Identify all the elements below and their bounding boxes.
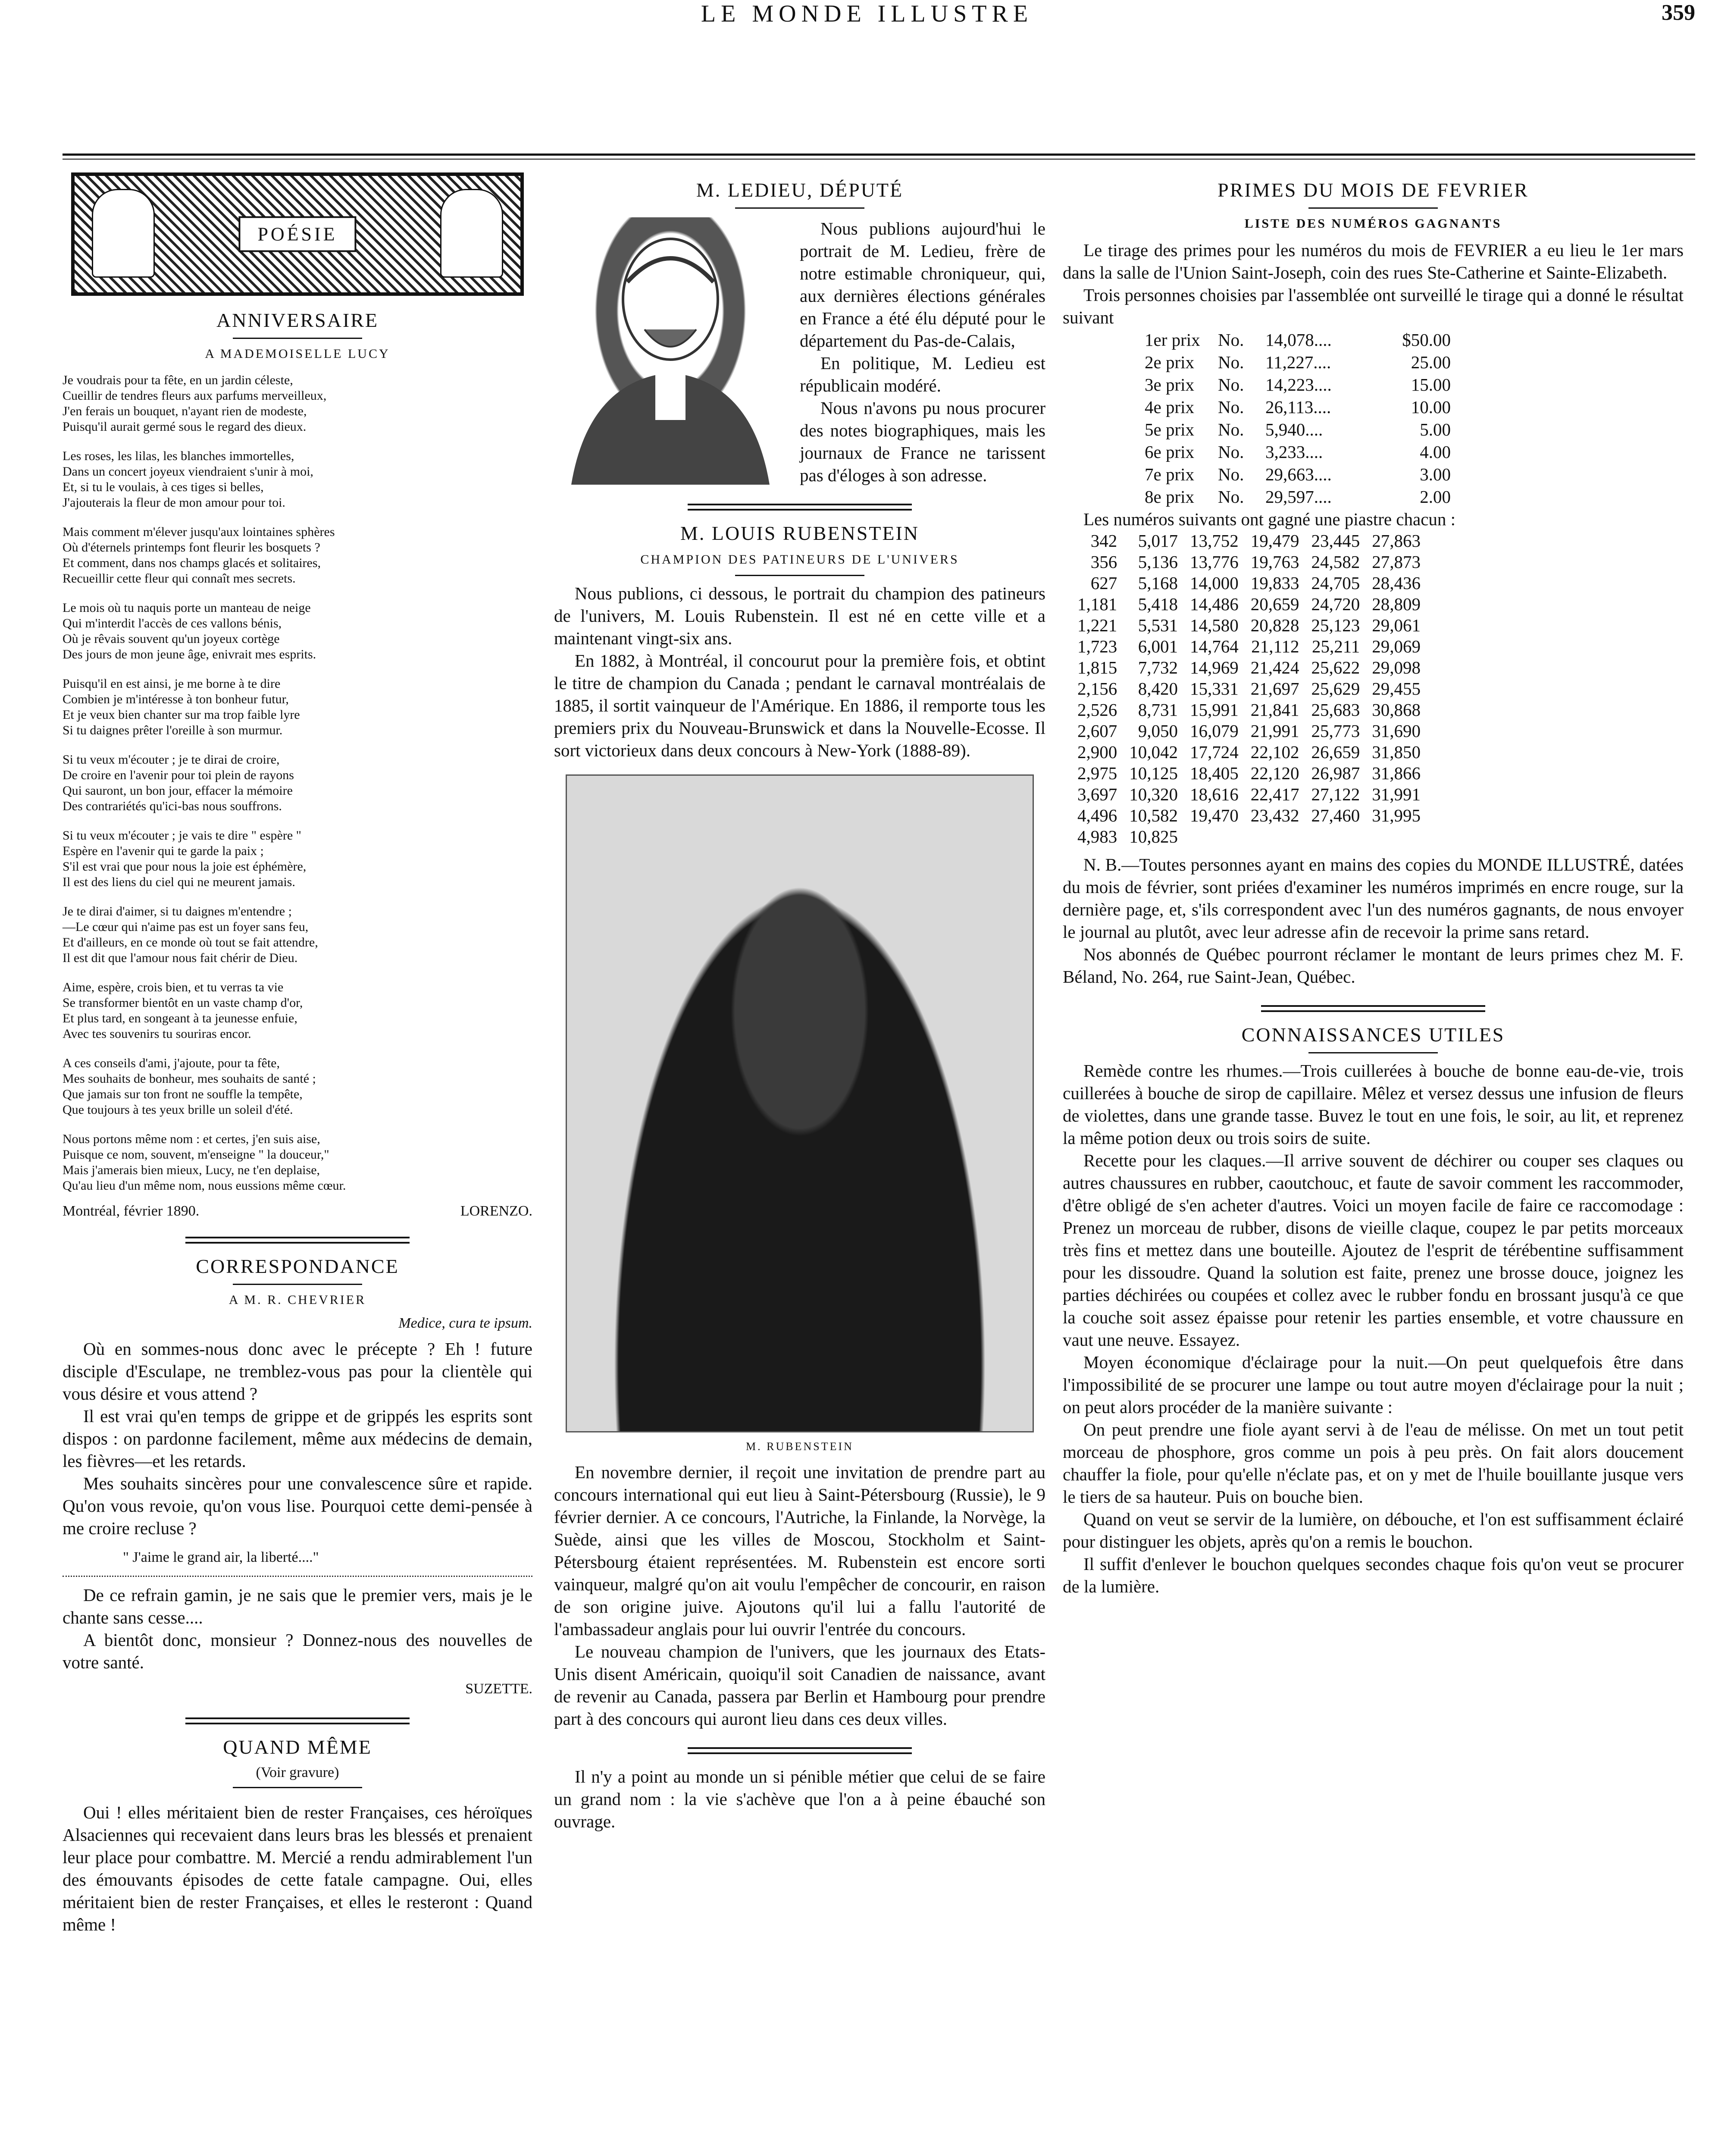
paragraph: Moyen économique d'éclairage pour la nuit.—On peut quelquefois être dans l'impossibilité de se procurer une lampe ou tout autre moyen d'éclairage pour la nuit ; on peut alors procéder de la manière suivante : <box>1063 1352 1684 1417</box>
table-cell: 1,815 <box>1077 658 1117 677</box>
corr-body <box>63 1338 532 1700</box>
table-cell: 20,828 <box>1250 615 1299 635</box>
prize-rank: 2e prix <box>1145 352 1194 372</box>
table-cell: 31,850 <box>1372 742 1421 762</box>
table-cell: 29,098 <box>1372 658 1421 677</box>
poem-line: Puisqu'il aurait germé sous le regard des dieux. <box>63 420 307 434</box>
table-cell: 14,969 <box>1190 658 1239 677</box>
corr-motto: Medice, cura te ipsum. <box>398 1315 532 1331</box>
table-cell: 8,731 <box>1138 700 1178 720</box>
stanza <box>63 448 532 511</box>
paragraph: En 1882, à Montréal, il concourut pour la première fois, et obtint le titre de champion du Canada ; pendant le carnaval montréalais de 1885, il sortit vainqueur de l'Amérique. En 1886, il remporte tous les premiers prix du Nouveau-Brunswick et dans la Nouvelle-Ecosse. Il sort victorieux dans deux concours à New-York (1888-89). <box>554 651 1045 760</box>
table-cell: 10,825 <box>1129 827 1178 846</box>
poem-line: S'il est vrai que pour nous la joie est éphémère, <box>63 859 307 874</box>
table-cell: 20,659 <box>1250 594 1299 614</box>
paragraph: Nous publions aujourd'hui le portrait de M. Ledieu, frère de notre estimable chroniqueur, qui, aux dernières élections générales en France a été élu député pour le département du Pas-de-Calais, <box>800 219 1045 351</box>
rub-body <box>554 582 1045 761</box>
prize-amt: 25.00 <box>1411 352 1451 372</box>
table-row <box>1071 552 1427 573</box>
table-row <box>1071 573 1427 594</box>
table-row <box>1071 784 1427 805</box>
table-cell: 21,112 <box>1251 636 1299 656</box>
prize-no: No. <box>1218 375 1244 395</box>
paragraph: Mes souhaits sincères pour une convalescence sûre et rapide. Qu'on vous revoie, qu'on vous lise. Pourquoi cette demi-pensée à me croire recluse ? <box>63 1473 532 1538</box>
table-row <box>1071 636 1427 657</box>
stanza <box>63 524 532 586</box>
prize-row <box>1145 486 1684 508</box>
paragraph: Le nouveau champion de l'univers, que les journaux des Etats-Unis disent Américain, quoiqu'il soit Canadien de naissance, avant de revenir au Canada, passera par Berlin et Hambourg pour prendre part à des concours qui auront lieu dans ces deux villes. <box>554 1642 1045 1729</box>
stanza <box>63 828 532 890</box>
prize-rank: 4e prix <box>1145 397 1194 417</box>
primes-subtitle: LISTE DES NUMÉROS GAGNANTS <box>1244 216 1502 231</box>
poem-line: Le mois où tu naquis porte un manteau de neige <box>63 601 311 615</box>
paragraph: N. B.—Toutes personnes ayant en mains des copies du MONDE ILLUSTRÉ, datées du mois de février, sont priées d'examiner les numéros imprimés en encre rouge, sur la dernière page, et, s'ils correspondent avec l'un des numéros gagnants, de nous envoyer le journal au plutôt, avec leur adresse afin de recevoir la prime sans retard. <box>1063 855 1684 942</box>
poem-line: Je voudrais pour ta fête, en un jardin céleste, <box>63 373 293 387</box>
figure-left-icon <box>92 189 155 278</box>
paragraph: Nous publions, ci dessous, le portrait du champion des patineurs de l'univers, M. Louis Rubenstein. Il est né en cette ville et a maintenant vingt-six ans. <box>554 583 1045 648</box>
table-cell: 22,102 <box>1250 742 1299 762</box>
poem-line: Qu'au lieu d'un même nom, nous eussions même cœur. <box>63 1178 346 1193</box>
corr-quote: " J'aime le grand air, la liberté...." <box>123 1549 319 1565</box>
table-cell: 21,841 <box>1250 700 1299 720</box>
poem-line: Espère en l'avenir qui te garde la paix ; <box>63 844 264 858</box>
table-cell: 21,424 <box>1250 658 1299 677</box>
poem-line: Si tu daignes prêter l'oreille à son murmur. <box>63 723 283 737</box>
poem-line: J'ajouterais la fleur de mon amour pour toi. <box>63 495 285 510</box>
table-cell: 5,136 <box>1138 552 1178 572</box>
poem-line: Puisque ce nom, souvent, m'enseigne " la douceur," <box>63 1147 329 1162</box>
table-cell: 3,697 <box>1077 784 1117 804</box>
table-cell: 5,531 <box>1138 615 1178 635</box>
prize-list <box>1145 329 1684 508</box>
running-header <box>0 0 1734 34</box>
divider <box>1308 1052 1438 1053</box>
prize-num: 14,078.... <box>1265 330 1332 350</box>
table-cell: 1,181 <box>1077 594 1117 614</box>
banner-label: POÉSIE <box>238 216 356 252</box>
table-cell: 627 <box>1090 573 1117 593</box>
prize-num: 11,227.... <box>1265 352 1331 372</box>
table-cell: 29,061 <box>1372 615 1421 635</box>
prize-row <box>1145 373 1684 396</box>
table-cell: 14,764 <box>1190 636 1239 656</box>
table-cell: 10,042 <box>1129 742 1178 762</box>
table-cell: 23,432 <box>1250 805 1299 825</box>
poem-line: Si tu veux m'écouter ; je te dirai de croire, <box>63 752 280 767</box>
poem-line: Nous portons même nom : et certes, j'en suis aise, <box>63 1132 320 1146</box>
qm-body <box>63 1801 532 1936</box>
paragraph: Le tirage des primes pour les numéros du mois de FEVRIER a eu lieu le 1er mars dans la salle de l'Union Saint-Joseph, coin des rues Ste-Catherine et Sainte-Elizabeth. <box>1063 240 1684 282</box>
corr-signature: SUZETTE. <box>465 1681 532 1697</box>
table-row <box>1071 721 1427 742</box>
corr-to: A M. R. CHEVRIER <box>228 1293 366 1307</box>
table-row <box>1071 805 1427 826</box>
table-cell: 10,125 <box>1129 763 1178 783</box>
table-row <box>1071 615 1427 636</box>
table-cell: 2,526 <box>1077 700 1117 720</box>
prize-row <box>1145 441 1684 463</box>
table-cell: 4,496 <box>1077 805 1117 825</box>
poem-line: Mais j'amerais bien mieux, Lucy, ne t'en deplaise, <box>63 1163 320 1177</box>
table-cell <box>1366 826 1427 847</box>
table-cell: 10,582 <box>1129 805 1178 825</box>
table-row <box>1071 742 1427 763</box>
table-cell: 7,732 <box>1138 658 1178 677</box>
table-cell: 22,417 <box>1250 784 1299 804</box>
table-cell: 14,486 <box>1190 594 1239 614</box>
portrait-engraving-icon <box>554 217 787 485</box>
rub-body-2 <box>554 1461 1045 1730</box>
table-cell: 24,582 <box>1311 552 1360 572</box>
paragraph: Recette pour les claques.—Il arrive souvent de déchirer ou couper ses claques ou autres chaussures en rubber, caoutchouc, et faute de savoir comment les raccommoder, d'être obligé de s'en acheter d'autres. Voici un moyen facile de faire ce raccomodage : Prenez un morceau de rubber, disons de vieille claque, coupez le par petits morceaux très fins et mettez dans une bouteille. Ajoutez de l'esprit de térébentine suffisamment pour les dissoudre. Quand la solution est faite, prenez une brosse douce, joignez les parties déchirées ou coupées et collez avec le rubber fondu en brossant jusqu'à ce que la couche soit assez épaisse pour retenir les parties ensemble, et votre chaussure en vaut une neuve. Essayez. <box>1063 1150 1684 1350</box>
piastre-intro <box>1063 508 1684 530</box>
poem-line: A ces conseils d'ami, j'ajoute, pour ta fête, <box>63 1056 280 1070</box>
poem-line: Combien je m'intéresse à ton bonheur futur, <box>63 692 289 706</box>
table-cell: 21,991 <box>1250 721 1299 741</box>
prize-no: No. <box>1218 330 1244 350</box>
table-cell: 27,460 <box>1311 805 1360 825</box>
prize-num: 14,223.... <box>1265 375 1332 395</box>
prize-num: 5,940.... <box>1265 420 1323 439</box>
prize-num: 3,233.... <box>1265 442 1323 462</box>
qm-title: QUAND MÊME <box>223 1736 372 1758</box>
ledieu-body <box>554 217 1045 486</box>
qm-subtitle: (Voir gravure) <box>256 1764 339 1780</box>
prize-amt: 5.00 <box>1420 420 1451 439</box>
poem-line: Aime, espère, crois bien, et tu verras ta vie <box>63 980 284 994</box>
table-cell: 31,995 <box>1372 805 1421 825</box>
poem-line: Et d'ailleurs, en ce monde où tout se fait attendre, <box>63 935 318 950</box>
table-cell: 19,470 <box>1190 805 1239 825</box>
table-cell: 29,069 <box>1372 636 1421 656</box>
poem-place: Montréal, février 1890. <box>63 1203 200 1219</box>
divider <box>688 504 912 511</box>
poem-line: Des contrariétés qu'ici-bas nous souffrons. <box>63 799 282 813</box>
stanza <box>63 1056 532 1118</box>
table-row <box>1071 594 1427 615</box>
table-cell: 27,122 <box>1311 784 1360 804</box>
paragraph: Où en sommes-nous donc avec le précepte ? Eh ! future disciple d'Esculape, ne tremblez-vous pas pour la clientèle qui vous désire et vous attend ? <box>63 1339 532 1404</box>
ledieu-portrait <box>554 217 787 485</box>
divider <box>735 207 864 209</box>
table-row <box>1071 678 1427 699</box>
photo-caption: M. RUBENSTEIN <box>746 1440 854 1453</box>
poem-line: Avec tes souvenirs tu souriras encor. <box>63 1027 251 1041</box>
poem-signature <box>63 1203 532 1219</box>
table-cell: 1,221 <box>1077 615 1117 635</box>
table-row <box>1071 699 1427 721</box>
table-cell: 31,690 <box>1372 721 1421 741</box>
figure-right-icon <box>440 189 503 278</box>
divider <box>735 575 864 576</box>
prize-rank: 5e prix <box>1145 420 1194 439</box>
table-cell: 25,123 <box>1311 615 1360 635</box>
table-cell: 30,868 <box>1372 700 1421 720</box>
table-row <box>1071 826 1427 847</box>
paragraph: Remède contre les rhumes.—Trois cuillerées à bouche de bonne eau-de-vie, trois cuillerées à bouche de sirop de capillaire. Mêlez et versez dessus une infusion de fleurs de violettes, dans une grande tasse. Buvez le tout en une fois, le soir, au lit, et reprenez la même potion deux ou trois soirs de suite. <box>1063 1061 1684 1148</box>
paragraph: Trois personnes choisies par l'assemblée ont surveillé le tirage qui a donné le résultat suivant <box>1063 285 1684 327</box>
poem-line: Et comment, dans nos champs glacés et solitaires, <box>63 556 321 570</box>
poem-line: Si tu veux m'écouter ; je vais te dire " espère " <box>63 828 301 843</box>
prize-no: No. <box>1218 487 1244 507</box>
table-cell: 14,580 <box>1190 615 1239 635</box>
paragraph: De ce refrain gamin, je ne sais que le premier vers, mais je le chante sans cesse.... <box>63 1585 532 1627</box>
poem-line: De croire en l'avenir pour toi plein de rayons <box>63 768 294 782</box>
prize-amt: 4.00 <box>1420 442 1451 462</box>
header-rule-thin <box>63 159 1695 160</box>
table-cell: 26,659 <box>1311 742 1360 762</box>
primes-title: PRIMES DU MOIS DE FEVRIER <box>1218 179 1529 201</box>
table-cell: 27,873 <box>1372 552 1421 572</box>
table-cell: 22,120 <box>1250 763 1299 783</box>
prize-no: No. <box>1218 352 1244 372</box>
dotted-rule <box>63 1576 532 1577</box>
poem-line: Que toujours à tes yeux brille un soleil d'été. <box>63 1103 293 1117</box>
paragraph: Il est vrai qu'en temps de grippe et de grippés les esprits sont dispos : on pardonne facilement, même aux médecins de demain, les fièvres—et les retards. <box>63 1406 532 1471</box>
prize-no: No. <box>1218 442 1244 462</box>
ledieu-title: M. LEDIEU, DÉPUTÉ <box>696 179 904 201</box>
poem-line: Il est des liens du ciel qui ne meurent jamais. <box>63 875 295 889</box>
table-cell: 19,763 <box>1250 552 1299 572</box>
table-cell: 2,900 <box>1077 742 1117 762</box>
table-cell: 2,975 <box>1077 763 1117 783</box>
nb-body <box>1063 853 1684 988</box>
table-cell: 342 <box>1090 531 1117 551</box>
column-2 <box>554 172 1045 1833</box>
table-cell: 18,616 <box>1190 784 1239 804</box>
table-cell: 25,211 <box>1312 636 1360 656</box>
table-cell: 25,629 <box>1311 679 1360 699</box>
table-cell: 13,752 <box>1190 531 1239 551</box>
paragraph: Il n'y a point au monde un si pénible métier que celui de se faire un grand nom : la vie s'achève que l'on a à peine ébauché son ouvrage. <box>554 1767 1045 1831</box>
prize-num: 29,663.... <box>1265 464 1332 484</box>
primes-body <box>1063 239 1684 329</box>
table-cell: 14,000 <box>1190 573 1239 593</box>
table-cell: 8,420 <box>1138 679 1178 699</box>
prize-num: 26,113.... <box>1265 397 1331 417</box>
table-cell: 31,866 <box>1372 763 1421 783</box>
paragraph: Oui ! elles méritaient bien de rester Françaises, ces héroïques Alsaciennes qui recevaient dans leurs bras les blessés et prenaient leur place pour combattre. M. Mercié a rendu admirablement l'un des émouvants épisodes de cette fatale campagne. Oui, elles méritaient bien de rester Françaises, et elles le resteront : Quand même ! <box>63 1802 532 1934</box>
poem-line: Et plus tard, en songeant à ta jeunesse enfuie, <box>63 1011 297 1025</box>
poem-line: —Le cœur qui n'aime pas est un foyer sans feu, <box>63 920 309 934</box>
table-cell: 10,320 <box>1129 784 1178 804</box>
table-cell: 27,863 <box>1372 531 1421 551</box>
table-cell: 5,017 <box>1138 531 1178 551</box>
poem-line: Où d'éternels printemps font fleurir les bosquets ? <box>63 540 320 555</box>
conn-title: CONNAISSANCES UTILES <box>1241 1024 1505 1046</box>
poem-line: Et je veux bien chanter sur ma trop faible lyre <box>63 708 300 722</box>
table-cell: 13,776 <box>1190 552 1239 572</box>
paragraph: En politique, M. Ledieu est républicain modéré. <box>800 353 1045 395</box>
corr-title: CORRESPONDANCE <box>196 1255 399 1277</box>
paragraph: On peut prendre une fiole ayant servi à de l'eau de mélisse. On met un tout petit morceau de phosphore, gros comme un pois à peu près. On fait alors doucement chauffer la fiole, pour qu'elle n'éclate pas, et on y met de l'huile bouillante jusque vers le tiers de sa hauteur. Puis on bouche bien. <box>1063 1420 1684 1507</box>
paragraph: En novembre dernier, il reçoit une invitation de prendre part au concours international qui eut lieu à Saint-Pétersbourg (Russie), le 9 février dernier. A ce concours, l'Autriche, la Finlande, la Norvège, la Suède, ainsi que les villes de Moscou, Stockholm et Saint-Pétersbourg étaient représentées. M. Rubenstein est encore sorti vainqueur, malgré qu'on ait voulu l'empêcher de concourir, en raison de son origine juive. Ajoutons qu'il lui a fallu l'autorité de l'ambassadeur anglais pour lui ouvrir l'entrée du concours. <box>554 1462 1045 1639</box>
prize-no: No. <box>1218 420 1244 439</box>
prize-rank: 7e prix <box>1145 464 1194 484</box>
stanza <box>63 676 532 738</box>
table-cell: 2,156 <box>1077 679 1117 699</box>
prize-row <box>1145 351 1684 373</box>
divider <box>233 1284 362 1285</box>
poem-line: Dans un concert joyeux viendraient s'unir à moi, <box>63 464 313 479</box>
table-cell: 28,436 <box>1372 573 1421 593</box>
prize-amt: $50.00 <box>1402 330 1451 350</box>
table-row <box>1071 657 1427 678</box>
column-3 <box>1063 172 1684 1598</box>
poem-line: Se transformer bientôt en un vaste champ d'or, <box>63 996 303 1010</box>
poem-line: Mes souhaits de bonheur, mes souhaits de santé ; <box>63 1072 316 1086</box>
table-cell: 24,705 <box>1311 573 1360 593</box>
prize-row <box>1145 463 1684 486</box>
paragraph: Nous n'avons pu nous procurer des notes biographiques, mais les journaux de France ne tarissent pas d'éloges à son adresse. <box>800 398 1045 485</box>
table-cell: 29,455 <box>1372 679 1421 699</box>
poem <box>63 373 532 1194</box>
paragraph: Les numéros suivants ont gagné une piastre chacun : <box>1083 509 1456 529</box>
closing-body <box>554 1765 1045 1833</box>
table-cell: 17,724 <box>1190 742 1239 762</box>
table-cell <box>1184 826 1245 847</box>
prize-row <box>1145 418 1684 441</box>
stanza <box>63 600 532 662</box>
prize-rank: 6e prix <box>1145 442 1194 462</box>
poem-title: ANNIVERSAIRE <box>216 309 379 331</box>
winning-numbers-table <box>1071 530 1427 847</box>
table-cell: 356 <box>1090 552 1117 572</box>
table-cell <box>1305 826 1366 847</box>
poem-line: Où je rêvais souvent qu'un joyeux cortège <box>63 632 280 646</box>
paragraph: Il suffit d'enlever le bouchon quelques secondes chaque fois qu'on veut se procurer de la lumière. <box>1063 1554 1684 1596</box>
prize-amt: 3.00 <box>1420 464 1451 484</box>
table-cell: 6,001 <box>1138 636 1178 656</box>
table-cell: 28,809 <box>1372 594 1421 614</box>
prize-amt: 15.00 <box>1411 375 1451 395</box>
table-cell: 31,991 <box>1372 784 1421 804</box>
stanza <box>63 752 532 814</box>
poem-line: Qui sauront, un bon jour, effacer la mémoire <box>63 783 293 798</box>
stanza <box>63 904 532 966</box>
table-row <box>1071 530 1427 552</box>
poem-line: J'en ferais un bouquet, n'ayant rien de modeste, <box>63 404 307 418</box>
table-cell <box>1245 826 1305 847</box>
prize-row <box>1145 396 1684 418</box>
table-cell: 25,773 <box>1311 721 1360 741</box>
poem-line: Les roses, les lilas, les blanches immortelles, <box>63 449 294 463</box>
poem-line: Puisqu'il en est ainsi, je me borne à te dire <box>63 677 281 691</box>
divider <box>233 338 362 339</box>
stanza <box>63 980 532 1042</box>
table-cell: 19,833 <box>1250 573 1299 593</box>
conn-body <box>1063 1059 1684 1598</box>
table-cell: 18,405 <box>1190 763 1239 783</box>
table-cell: 2,607 <box>1077 721 1117 741</box>
table-cell: 26,987 <box>1311 763 1360 783</box>
prize-num: 29,597.... <box>1265 487 1332 507</box>
divider <box>1308 207 1438 209</box>
poem-line: Et, si tu le voulais, à ces tiges si belles, <box>63 480 264 494</box>
table-cell: 5,418 <box>1138 594 1178 614</box>
table-cell: 16,079 <box>1190 721 1239 741</box>
table-cell: 1,723 <box>1077 636 1117 656</box>
page-number: 359 <box>1662 0 1695 25</box>
table-cell: 24,720 <box>1311 594 1360 614</box>
table-cell: 15,331 <box>1190 679 1239 699</box>
poem-author: LORENZO. <box>460 1203 532 1219</box>
poesie-banner <box>71 172 524 296</box>
prize-rank: 8e prix <box>1145 487 1194 507</box>
journal-title: LE MONDE ILLUSTRE <box>701 0 1033 27</box>
stanza <box>63 373 532 435</box>
divider <box>688 1747 912 1754</box>
table-cell: 9,050 <box>1138 721 1178 741</box>
paragraph: Nos abonnés de Québec pourront réclamer le montant de leurs primes chez M. F. Béland, No. 264, rue Saint-Jean, Québec. <box>1063 944 1684 987</box>
table-cell: 23,445 <box>1311 531 1360 551</box>
poem-line: Cueillir de tendres fleurs aux parfums merveilleux, <box>63 389 327 403</box>
prize-rank: 1er prix <box>1145 330 1200 350</box>
table-cell: 25,683 <box>1311 700 1360 720</box>
divider <box>233 1787 362 1788</box>
table-cell: 21,697 <box>1250 679 1299 699</box>
column-1 <box>63 172 532 1936</box>
rub-title: M. LOUIS RUBENSTEIN <box>680 522 920 544</box>
table-cell: 19,479 <box>1250 531 1299 551</box>
table-row <box>1071 763 1427 784</box>
divider <box>185 1237 410 1244</box>
table-cell: 4,983 <box>1077 827 1117 846</box>
stanza <box>63 1131 532 1194</box>
prize-no: No. <box>1218 397 1244 417</box>
prize-amt: 10.00 <box>1411 397 1451 417</box>
paragraph: A bientôt donc, monsieur ? Donnez-nous des nouvelles de votre santé. <box>63 1630 532 1672</box>
poem-line: Recueillir cette fleur qui connaît mes secrets. <box>63 571 296 586</box>
poem-line: Il est dit que l'amour nous fait chérir de Dieu. <box>63 951 298 965</box>
poem-line: Que jamais sur ton front ne souffle la tempête, <box>63 1087 303 1101</box>
prize-rank: 3e prix <box>1145 375 1194 395</box>
poem-line: Qui m'interdit l'accès de ces vallons bénis, <box>63 616 282 630</box>
table-cell: 25,622 <box>1311 658 1360 677</box>
header-rule <box>63 154 1695 156</box>
paragraph: Quand on veut se servir de la lumière, on débouche, et l'on est suffisamment éclairé pour distinguer les objets, après qu'on a remis le bouchon. <box>1063 1509 1684 1551</box>
prize-no: No. <box>1218 464 1244 484</box>
poem-line: Mais comment m'élever jusqu'aux lointaines sphères <box>63 525 335 539</box>
rub-subtitle: CHAMPION DES PATINEURS DE L'UNIVERS <box>640 552 959 567</box>
table-cell: 15,991 <box>1190 700 1239 720</box>
poem-line: Des jours de mon jeune âge, enivrait mes esprits. <box>63 647 316 661</box>
prize-row <box>1145 329 1684 351</box>
prize-amt: 2.00 <box>1420 487 1451 507</box>
divider <box>185 1717 410 1724</box>
poem-dedication: A MADEMOISELLE LUCY <box>205 347 390 361</box>
table-cell: 5,168 <box>1138 573 1178 593</box>
poem-line: Je te dirai d'aimer, si tu daignes m'entendre ; <box>63 904 292 918</box>
divider <box>1261 1005 1485 1012</box>
rubenstein-photo <box>566 774 1034 1432</box>
